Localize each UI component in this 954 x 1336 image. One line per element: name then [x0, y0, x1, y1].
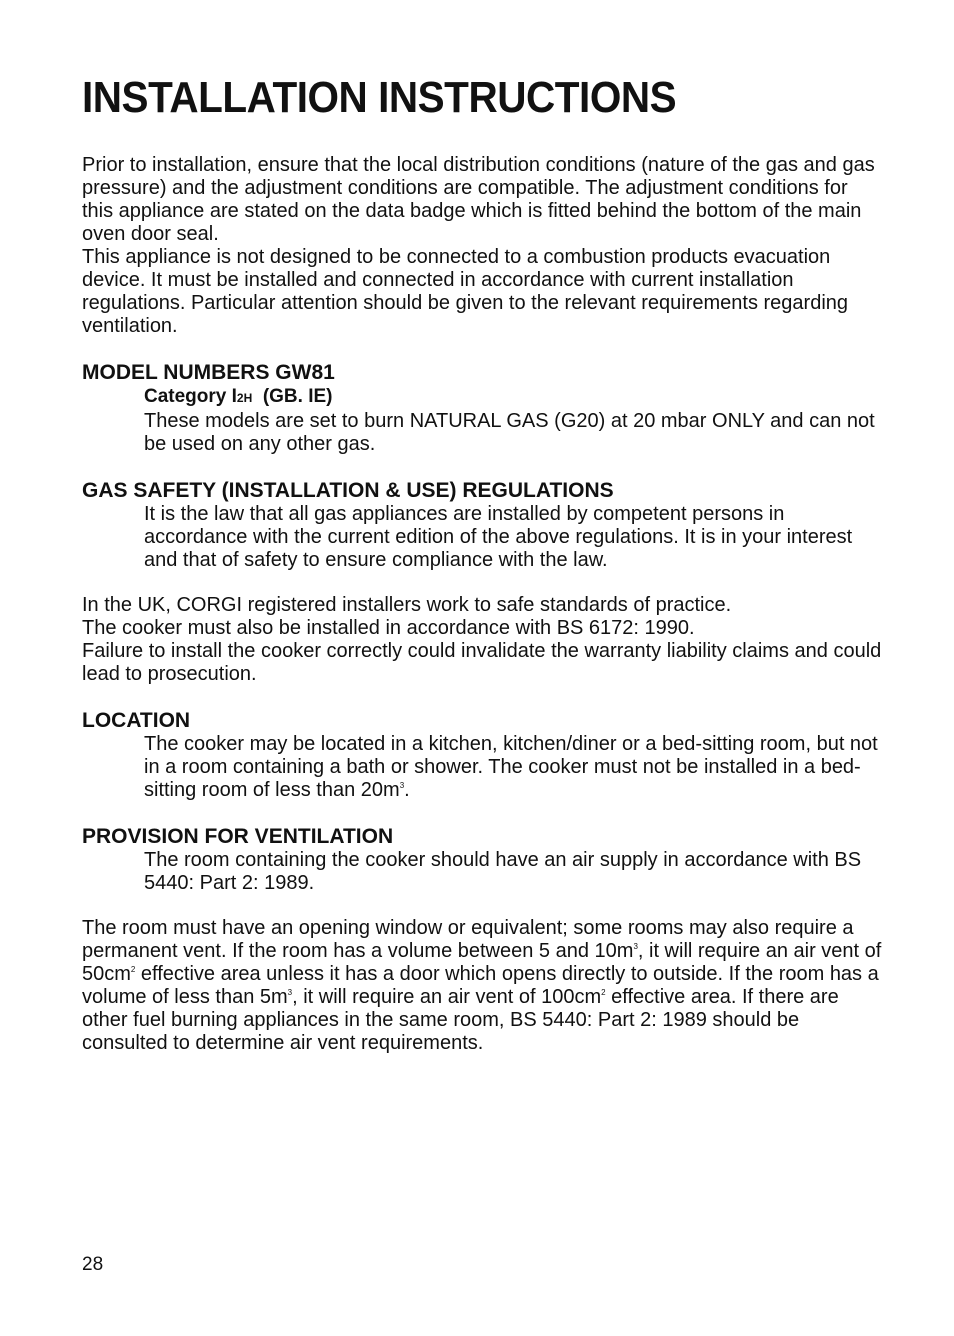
- category-line: [144, 385, 882, 410]
- ventilation-heading: PROVISION FOR VENTILATION: [82, 825, 394, 848]
- page-content: [82, 68, 882, 1055]
- page-title: INSTALLATION INSTRUCTIONS: [82, 73, 677, 122]
- model-text: These models are set to burn NATURAL GAS (G20) at 20 mbar ONLY and can not be used on any other gas.: [144, 410, 875, 455]
- uk-line-1: In the UK, CORGI registered installers work to safe standards of practice.: [82, 594, 732, 616]
- location-heading: LOCATION: [82, 709, 191, 732]
- model-section: [144, 385, 882, 456]
- intro-paragraph-2: This appliance is not designed to be connected to a combustion products evacuation device. It must be installed and connected in accordance with current installation regulations. Particular attention should be given to the relevant requirements regarding ventilation.: [82, 246, 849, 337]
- gas-safety-heading: GAS SAFETY (INSTALLATION & USE) REGULATIONS: [82, 479, 614, 502]
- uk-line-2: The cooker must also be installed in accordance with BS 6172: 1990.: [82, 617, 695, 639]
- intro-paragraph-1: Prior to installation, ensure that the local distribution conditions (nature of the gas and gas pressure) and the adjustment conditions are compatible. The adjustment conditions for this appliance are stated on the data badge which is fitted behind the bottom of the main oven door seal.: [82, 154, 875, 245]
- model-heading: MODEL NUMBERS GW81: [82, 361, 335, 384]
- uk-line-3: Failure to install the cooker correctly could invalidate the warranty liability claims and could lead to prosecution.: [82, 640, 882, 685]
- ventilation-text: The room containing the cooker should have an air supply in accordance with BS 5440: Part 2: 1989.: [144, 849, 862, 894]
- gas-safety-text: It is the law that all gas appliances are installed by competent persons in accordance with the current edition of the above regulations. It is in your interest and that of safety to ensure compliance with the law.: [144, 503, 853, 571]
- category-suffix: (GB. IE): [262, 386, 333, 407]
- category-subscript: 2H: [236, 391, 253, 405]
- category-prefix: Category I: [144, 386, 237, 407]
- location-text: The cooker may be located in a kitchen, kitchen/diner or a bed-sitting room, but not in a room containing a bath or shower. The cooker must not be installed in a bed-sitting room of less than $20m^3$.: [144, 733, 878, 801]
- ventilation-requirements: The room must have an opening window or equivalent; some rooms may also require a permanent vent. If the room has a volume between 5 and $10m^3$, it will require an air vent of $50cm^2$ effective area unless it has a door which opens directly to outside. If the room has a volume of less than $5m^3$, it will require an air vent of $100cm^2$ effective area. If there are other fuel burning appliances in the same room, BS 5440: Part 2: 1989 should be consulted to determine air vent requirements.: [82, 917, 882, 1054]
- page-number: 28: [82, 1254, 104, 1275]
